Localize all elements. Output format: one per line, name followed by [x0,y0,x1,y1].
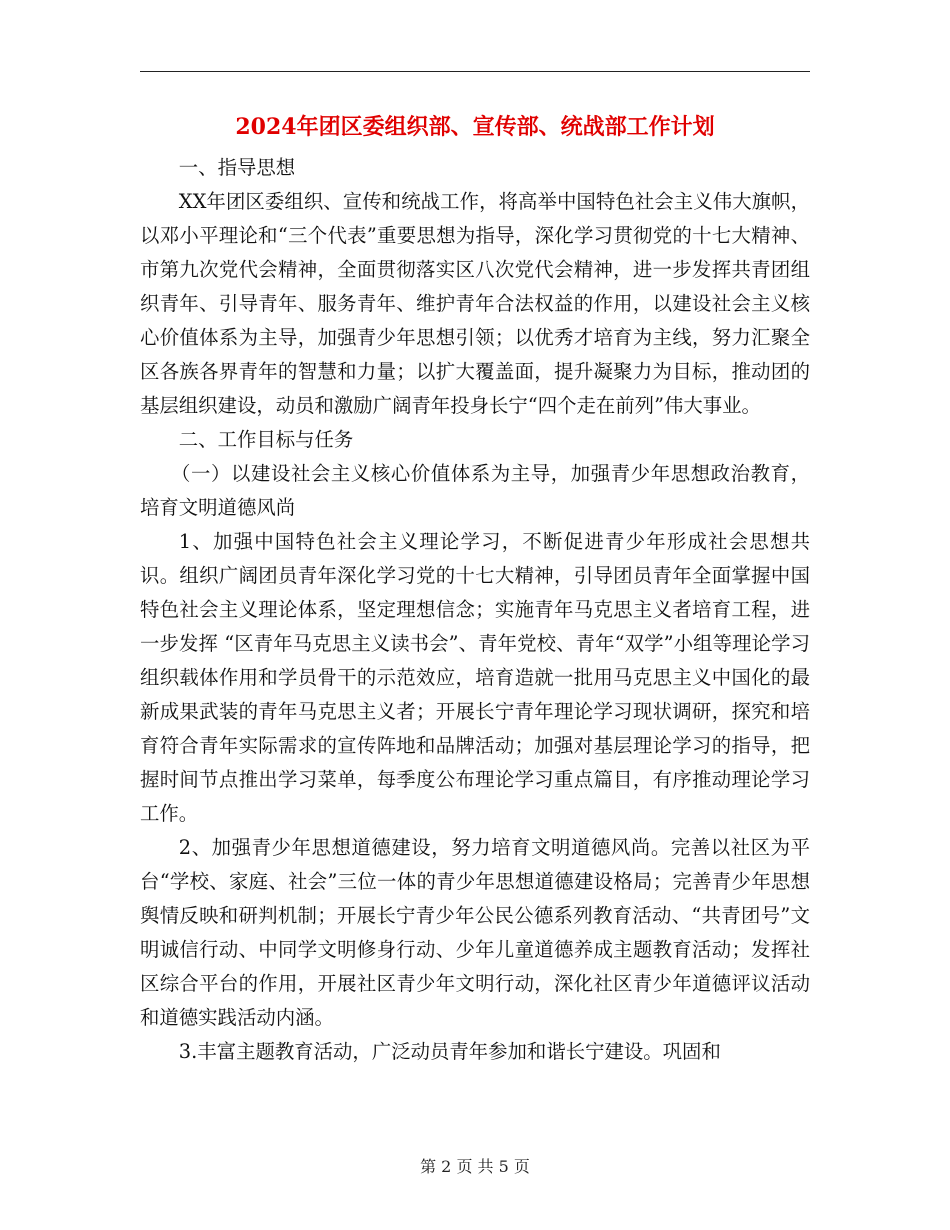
header-rule [140,71,810,72]
paragraph-item-2: 2、加强青少年思想道德建设，努力培育文明道德风尚。完善以社区为平台“学校、家庭、社会”三位一体的青少年思想道德建设格局；完善青少年思想舆情反映和研判机制；开展长宁青少年公民公德系列教育活动、“共青团号”文明诚信行动、中同学文明修身行动、少年儿童道德养成主题教育活动；发挥社区综合平台的作用，开展社区青少年文明行动，深化社区青少年道德评议活动和道德实践活动内涵。 [140,836,810,1029]
document-body [140,151,810,1069]
section-heading-guiding-thought: 一、指导思想 [178,156,296,179]
paragraph-guiding-thought: XX年团区委组织、宣传和统战工作，将高举中国特色社会主义伟大旗帜，以邓小平理论和“三个代表”重要思想为指导，深化学习贯彻党的十七大精神、市第九次党代会精神，全面贯彻落实区八次党代会精神，进一步发挥共青团组织青年、引导青年、服务青年、维护青年合法权益的作用，以建设社会主义核心价值体系为主导，加强青少年思想引领；以优秀才培育为主线，努力汇聚全区各族各界青年的智慧和力量；以扩大覆盖面，提升凝聚力为目标，推动团的基层组织建设，动员和激励广阔青年投身长宁“四个走在前列”伟大事业。 [140,190,810,417]
paragraph-item-3: 3.丰富主题教育活动，广泛动员青年参加和谐长宁建设。巩固和 [178,1040,721,1063]
page-number-footer: 第 2 页 共 5 页 [420,1157,530,1176]
section-heading-goals-tasks: 二、工作目标与任务 [178,428,354,451]
paragraph-item-1: 1、加强中国特色社会主义理论学习，不断促进青少年形成社会思想共识。组织广阔团员青年深化学习党的十七大精神，引导团员青年全面掌握中国特色社会主义理论体系，坚定理想信念；实施青年马克思主义者培育工程，进一步发挥 “区青年马克思主义读书会”、青年党校、青年“双学”小组等理论学习组织载体作用和学员骨干的示范效应，培育造就一批用马克思主义中国化的最新成果武装的青年马克思主义者；开展长宁青年理论学习现状调研，探究和培育符合青年实际需求的宣传阵地和品牌活动；加强对基层理论学习的指导，把握时间节点推出学习菜单，每季度公布理论学习重点篇目，有序推动理论学习工作。 [140,530,810,825]
subsection-heading-1: （一）以建设社会主义核心价值体系为主导，加强青少年思想政治教育，培育文明道德风尚 [140,462,810,519]
document-title: 2024年团区委组织部、宣传部、统战部工作计划 [235,114,715,140]
